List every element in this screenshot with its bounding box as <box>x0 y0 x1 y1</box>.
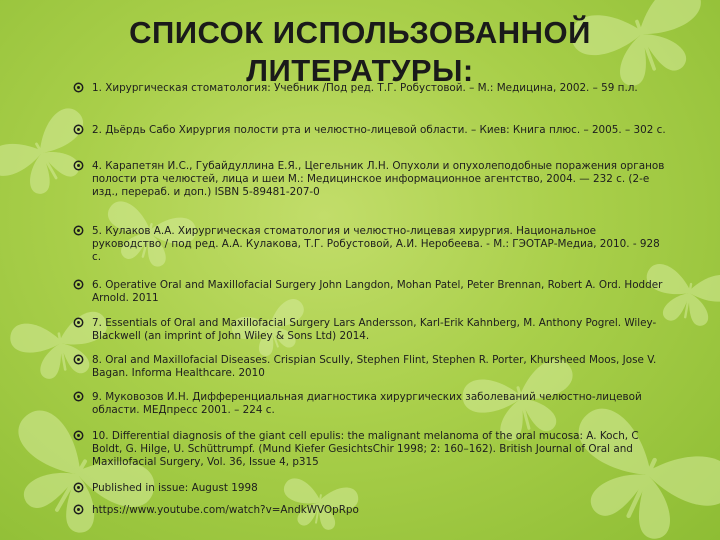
youtube-link[interactable]: https://www.youtube.com/watch?v=AndkWVOpRpo <box>92 504 359 516</box>
reference-text: 10. Differential diagnosis of the giant cell epulis: the malignant melanoma of the oral mucosa: A. Koch, C Boldt, G. Hilge, U. Schüttrumpf. (Mund Kiefer GesichtsChir 1998; 2: 160–162). British Journal of Oral and Maxillofacial Surgery, Vol. 36, Issue 4, p315 <box>92 430 639 468</box>
reference-text: Published in issue: August 1998 <box>92 482 258 494</box>
reference-text: 9. Муковозов И.Н. Дифференциальная диагностика хирургических заболеваний челюстно-лицевой области. МЕДпресс 2001. – 224 с. <box>92 391 642 416</box>
target-bullet-icon <box>73 124 84 135</box>
list-item <box>92 225 668 264</box>
list-item <box>92 354 668 380</box>
list-item <box>92 391 668 417</box>
target-bullet-icon <box>73 225 84 236</box>
list-item <box>92 504 359 517</box>
target-bullet-icon <box>73 82 84 93</box>
reference-text: 4. Карапетян И.С., Губайдуллина Е.Я., Цегельник Л.Н. Опухоли и опухолеподобные поражения органов полости рта челюстей, лица и шеи М.: Медицинское информационное агентство, 2004. — 232 с. (2-е изд., перераб. и доп.) ISBN 5-89481-207-0 <box>92 160 665 198</box>
target-bullet-icon <box>73 430 84 441</box>
list-item <box>92 317 668 343</box>
reference-text: 1. Хирургическая стоматология: Учебник /Под ред. Т.Г. Робустовой. – М.: Медицина, 2002. – 59 п.л. <box>92 82 638 94</box>
title-line-1: СПИСОК ИСПОЛЬЗОВАННОЙ <box>129 15 591 50</box>
page-title <box>60 14 660 90</box>
reference-text: 7. Essentials of Oral and Maxillofacial Surgery Lars Andersson, Karl-Erik Kahnberg, M. Anthony Pogrel. Wiley-Blackwell (an imprint of John Wiley & Sons Ltd) 2014. <box>92 317 657 342</box>
list-item <box>92 124 666 137</box>
target-bullet-icon <box>73 160 84 171</box>
target-bullet-icon <box>73 354 84 365</box>
reference-text: 2. Дьёрдь Сабо Хирургия полости рта и челюстно-лицевой области. – Киев: Книга плюс. – 2005. – 302 с. <box>92 124 666 136</box>
list-item <box>92 82 638 95</box>
target-bullet-icon <box>73 391 84 402</box>
reference-text: 8. Oral and Maxillofacial Diseases. Crispian Scully, Stephen Flint, Stephen R. Porter, Khursheed Moos, Jose V. Bagan. Informa Healthcare. 2010 <box>92 354 657 379</box>
target-bullet-icon <box>73 279 84 290</box>
target-bullet-icon <box>73 317 84 328</box>
target-bullet-icon <box>73 504 84 515</box>
list-item <box>92 279 668 305</box>
target-bullet-icon <box>73 482 84 493</box>
list-item <box>92 482 258 495</box>
title-line-2: ЛИТЕРАТУРЫ: <box>246 53 474 88</box>
reference-text: 5. Кулаков А.А. Хирургическая стоматология и челюстно-лицевая хирургия. Национальное руководство / под ред. А.А. Кулакова, Т.Г. Робустовой, А.И. Неробеева. - М.: ГЭОТАР-Медиа, 2010. - 928 с. <box>92 225 660 263</box>
reference-text: 6. Operative Oral and Maxillofacial Surgery John Langdon, Mohan Patel, Peter Brennan, Robert A. Ord. Hodder Arnold. 2011 <box>92 279 663 304</box>
list-item <box>92 430 668 469</box>
list-item <box>92 160 668 199</box>
